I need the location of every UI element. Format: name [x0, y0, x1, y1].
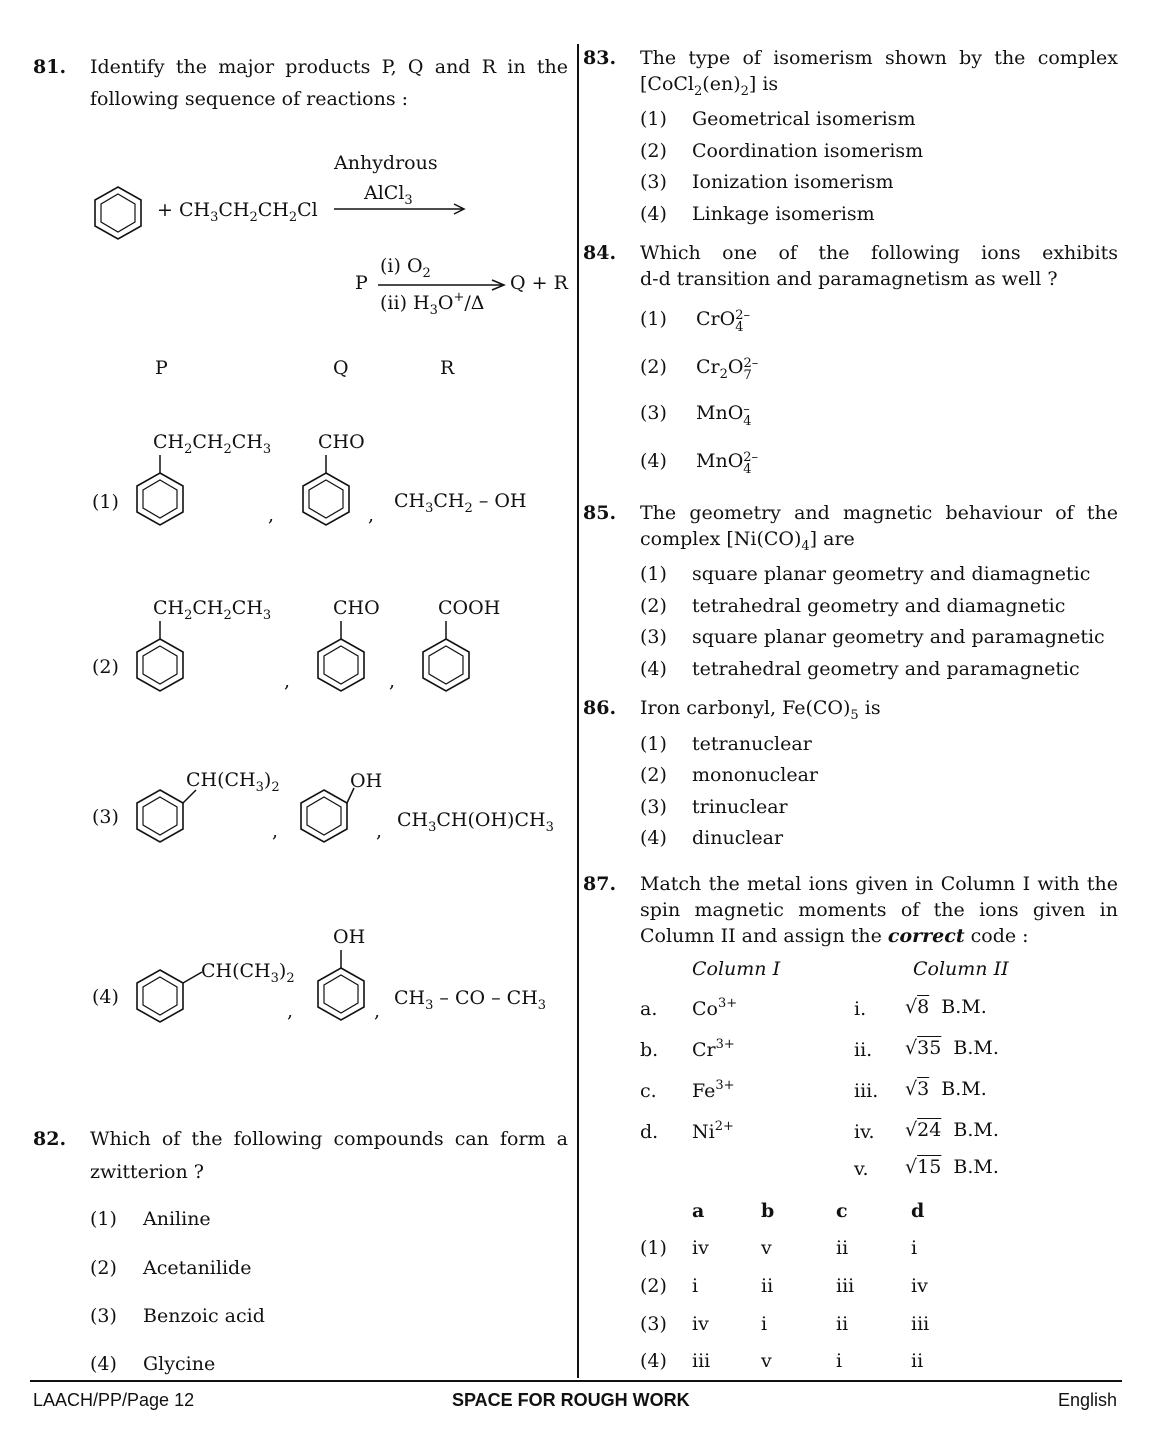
- q87-text-line1: Match the metal ions given in Column I with the: [640, 873, 1118, 895]
- q84-option-3-number: (3): [640, 402, 667, 424]
- q85-option-4-number: (4): [640, 658, 667, 680]
- step2-products: Q + R: [510, 272, 568, 294]
- match-value-iii: √3 B.M.: [905, 1078, 987, 1100]
- col-heading-p: P: [155, 357, 168, 379]
- code-row-3-a: iv: [692, 1313, 709, 1335]
- opt2-q-benzene: [311, 621, 371, 701]
- q86-text: Iron carbonyl, $Fe(CO)_5$ is: [640, 697, 881, 723]
- q82-option-4-number: (4): [90, 1353, 117, 1375]
- opt1-p-benzene: [130, 455, 190, 535]
- q84-number: 84.: [583, 242, 617, 264]
- q81-number: 81.: [33, 56, 67, 78]
- match-key-d: d.: [640, 1121, 659, 1143]
- q85-option-1-text: square planar geometry and diamagnetic: [692, 563, 1091, 585]
- column-divider: [577, 44, 579, 1378]
- opt1-q-substituent: CHO: [318, 431, 365, 453]
- q87-text-line2: spin magnetic moments of the ions given in: [640, 899, 1118, 921]
- q84-text-line2: d-d transition and paramagnetism as well ?: [640, 268, 1058, 290]
- match-key-a: a.: [640, 998, 658, 1020]
- col-heading-r: R: [440, 357, 455, 379]
- match-value-ii: √35 B.M.: [905, 1037, 999, 1059]
- q83-text-line1: The type of isomerism shown by the complex: [640, 47, 1118, 69]
- benzene-ring-reactant: [88, 183, 148, 245]
- match-key-c: c.: [640, 1080, 657, 1102]
- code-row-3-c: ii: [836, 1313, 849, 1335]
- match-ion-co: $Co^{3+}$: [692, 996, 738, 1020]
- opt1-comma-1: ,: [268, 504, 275, 526]
- opt1-p-substituent: $CH_2CH_2CH_3$: [153, 431, 272, 457]
- q86-option-1-text: tetranuclear: [692, 733, 812, 755]
- code-row-4-a: iii: [692, 1350, 711, 1372]
- code-row-1-d: i: [911, 1237, 918, 1259]
- q83-number: 83.: [583, 47, 617, 69]
- opt3-r-formula: $CH_3CH(OH)CH_3$: [397, 809, 554, 835]
- q84-option-1-ion: CrO2– 4: [696, 308, 750, 335]
- reaction-arrow-1: [334, 202, 468, 216]
- opt1-r-formula: $CH_3CH_2$ – OH: [394, 490, 527, 516]
- q82-text-line1: Which of the following compounds can form a: [90, 1128, 568, 1150]
- col-heading-q: Q: [333, 357, 349, 379]
- match-ion-ni: $Ni^{2+}$: [692, 1119, 734, 1143]
- q83-option-1-text: Geometrical isomerism: [692, 108, 916, 130]
- q82-option-4-text: Glycine: [143, 1353, 216, 1375]
- code-row-3-d: iii: [911, 1313, 930, 1335]
- match-key-i: i.: [854, 998, 867, 1020]
- q84-option-4-number: (4): [640, 450, 667, 472]
- match-key-b: b.: [640, 1039, 659, 1061]
- match-value-i: √8 B.M.: [905, 996, 987, 1018]
- opt1-comma-2: ,: [368, 504, 375, 526]
- q81-option-1-number: (1): [92, 491, 119, 513]
- q86-option-4-number: (4): [640, 827, 667, 849]
- code-row-2-d: iv: [911, 1275, 928, 1297]
- q83-option-1-number: (1): [640, 108, 667, 130]
- q84-option-4-ion: MnO2– 4: [696, 450, 759, 477]
- q82-option-1-number: (1): [90, 1208, 117, 1230]
- q84-option-1-number: (1): [640, 308, 667, 330]
- opt4-comma-2: ,: [374, 1000, 381, 1022]
- step2-reagent-h3o: (ii) $H_3O^+/\Delta$: [380, 290, 485, 318]
- opt3-p-substituent: $CH(CH_3)_2$: [186, 769, 280, 795]
- q83-option-4-number: (4): [640, 203, 667, 225]
- q87-text-line3: Column II and assign the correct code :: [640, 925, 1029, 947]
- q85-option-2-number: (2): [640, 595, 667, 617]
- q81-option-3-number: (3): [92, 806, 119, 828]
- match-key-iv: iv.: [854, 1121, 875, 1143]
- opt4-p-substituent: $CH(CH_3)_2$: [201, 960, 295, 986]
- opt4-p-benzene: [130, 958, 210, 1028]
- footer-rough-work: SPACE FOR ROUGH WORK: [452, 1390, 690, 1410]
- q83-complex-formula: $[CoCl_2(en)_2]$ is: [640, 73, 779, 99]
- match-ion-fe: $Fe^{3+}$: [692, 1078, 735, 1102]
- q85-option-3-number: (3): [640, 626, 667, 648]
- q83-option-3-text: Ionization isomerism: [692, 171, 894, 193]
- reagent-alcl3: AlCl$_3$: [364, 182, 413, 208]
- code-row-4-b: v: [761, 1350, 772, 1372]
- q81-option-2-number: (2): [92, 656, 119, 678]
- q85-option-1-number: (1): [640, 563, 667, 585]
- opt3-q-substituent: OH: [350, 770, 383, 792]
- step2-reagent-o2: (i) $O_2$: [380, 255, 431, 281]
- opt2-p-substituent: $CH_2CH_2CH_3$: [153, 597, 272, 623]
- q82-option-1-text: Aniline: [143, 1208, 211, 1230]
- match-ion-cr: $Cr^{3+}$: [692, 1037, 735, 1061]
- q86-option-1-number: (1): [640, 733, 667, 755]
- code-header-c: c: [836, 1200, 848, 1222]
- code-row-1-a: iv: [692, 1237, 709, 1259]
- code-header-d: d: [911, 1200, 925, 1222]
- code-row-4-d: ii: [911, 1350, 924, 1372]
- q86-option-4-text: dinuclear: [692, 827, 784, 849]
- q87-number: 87.: [583, 873, 617, 895]
- opt2-r-substituent: COOH: [438, 597, 501, 619]
- q83-option-4-text: Linkage isomerism: [692, 203, 875, 225]
- q85-option-3-text: square planar geometry and paramagnetic: [692, 626, 1105, 648]
- q84-option-2-number: (2): [640, 356, 667, 378]
- match-value-v: √15 B.M.: [905, 1156, 999, 1178]
- q86-option-2-text: mononuclear: [692, 764, 818, 786]
- opt3-comma-2: ,: [376, 820, 383, 842]
- code-row-3-number: (3): [640, 1313, 667, 1335]
- code-row-4-number: (4): [640, 1350, 667, 1372]
- code-row-1-c: ii: [836, 1237, 849, 1259]
- opt4-q-benzene: [311, 950, 371, 1030]
- q85-option-2-text: tetrahedral geometry and diamagnetic: [692, 595, 1066, 617]
- match-key-ii: ii.: [854, 1039, 873, 1061]
- opt2-q-substituent: CHO: [333, 597, 380, 619]
- code-row-2-number: (2): [640, 1275, 667, 1297]
- code-header-a: a: [692, 1200, 705, 1222]
- q86-option-3-text: trinuclear: [692, 796, 788, 818]
- code-header-b: b: [761, 1200, 775, 1222]
- q83-option-2-number: (2): [640, 140, 667, 162]
- step2-p: P: [355, 272, 368, 294]
- q81-text-line2: following sequence of reactions :: [90, 88, 409, 110]
- code-row-1-number: (1): [640, 1237, 667, 1259]
- match-key-v: v.: [854, 1158, 869, 1180]
- q86-option-3-number: (3): [640, 796, 667, 818]
- q86-option-2-number: (2): [640, 764, 667, 786]
- q82-option-3-number: (3): [90, 1305, 117, 1327]
- opt2-comma-1: ,: [284, 670, 291, 692]
- q85-complex-formula: complex $[Ni(CO)_4]$ are: [640, 528, 855, 554]
- q82-number: 82.: [33, 1128, 67, 1150]
- column-i-heading: Column I: [692, 958, 781, 980]
- q81-option-4-number: (4): [92, 986, 119, 1008]
- code-row-3-b: i: [761, 1313, 768, 1335]
- code-row-2-a: i: [692, 1275, 699, 1297]
- q82-option-3-text: Benzoic acid: [143, 1305, 265, 1327]
- opt2-comma-2: ,: [389, 670, 396, 692]
- reagent-anhydrous: Anhydrous: [334, 152, 438, 174]
- opt1-q-benzene: [296, 455, 356, 535]
- footer-rule: [30, 1380, 1122, 1382]
- q85-number: 85.: [583, 502, 617, 524]
- q83-option-3-number: (3): [640, 171, 667, 193]
- footer-page-id: LAACH/PP/Page 12: [33, 1390, 195, 1410]
- q82-text-line2: zwitterion ?: [90, 1161, 204, 1183]
- opt2-p-benzene: [130, 621, 190, 701]
- column-ii-heading: Column II: [913, 958, 1009, 980]
- opt4-comma-1: ,: [287, 1000, 294, 1022]
- reactant-formula: + $CH_3CH_2CH_2Cl$: [157, 199, 318, 225]
- match-key-iii: iii.: [854, 1080, 879, 1102]
- code-row-2-c: iii: [836, 1275, 855, 1297]
- q84-text-line1: Which one of the following ions exhibits: [640, 242, 1118, 264]
- opt4-q-substituent: OH: [333, 926, 366, 948]
- code-row-4-c: i: [836, 1350, 843, 1372]
- q81-text-line1: Identify the major products P, Q and R in the: [90, 56, 568, 78]
- footer-language: English: [1058, 1390, 1118, 1410]
- q84-option-3-ion: MnO– 4: [696, 402, 752, 429]
- q86-number: 86.: [583, 697, 617, 719]
- q82-option-2-number: (2): [90, 1257, 117, 1279]
- opt3-comma-1: ,: [272, 820, 279, 842]
- q83-option-2-text: Coordination isomerism: [692, 140, 924, 162]
- q84-option-2-ion: $Cr_2O2-$ 7: [696, 356, 759, 383]
- opt2-r-benzene: [416, 621, 476, 701]
- q82-option-2-text: Acetanilide: [143, 1257, 252, 1279]
- code-row-1-b: v: [761, 1237, 772, 1259]
- match-value-iv: √24 B.M.: [905, 1119, 999, 1141]
- q85-option-4-text: tetrahedral geometry and paramagnetic: [692, 658, 1080, 680]
- q85-text-line1: The geometry and magnetic behaviour of the: [640, 502, 1118, 524]
- opt4-r-formula: $CH_3$ – CO – $CH_3$: [394, 987, 547, 1013]
- code-row-2-b: ii: [761, 1275, 774, 1297]
